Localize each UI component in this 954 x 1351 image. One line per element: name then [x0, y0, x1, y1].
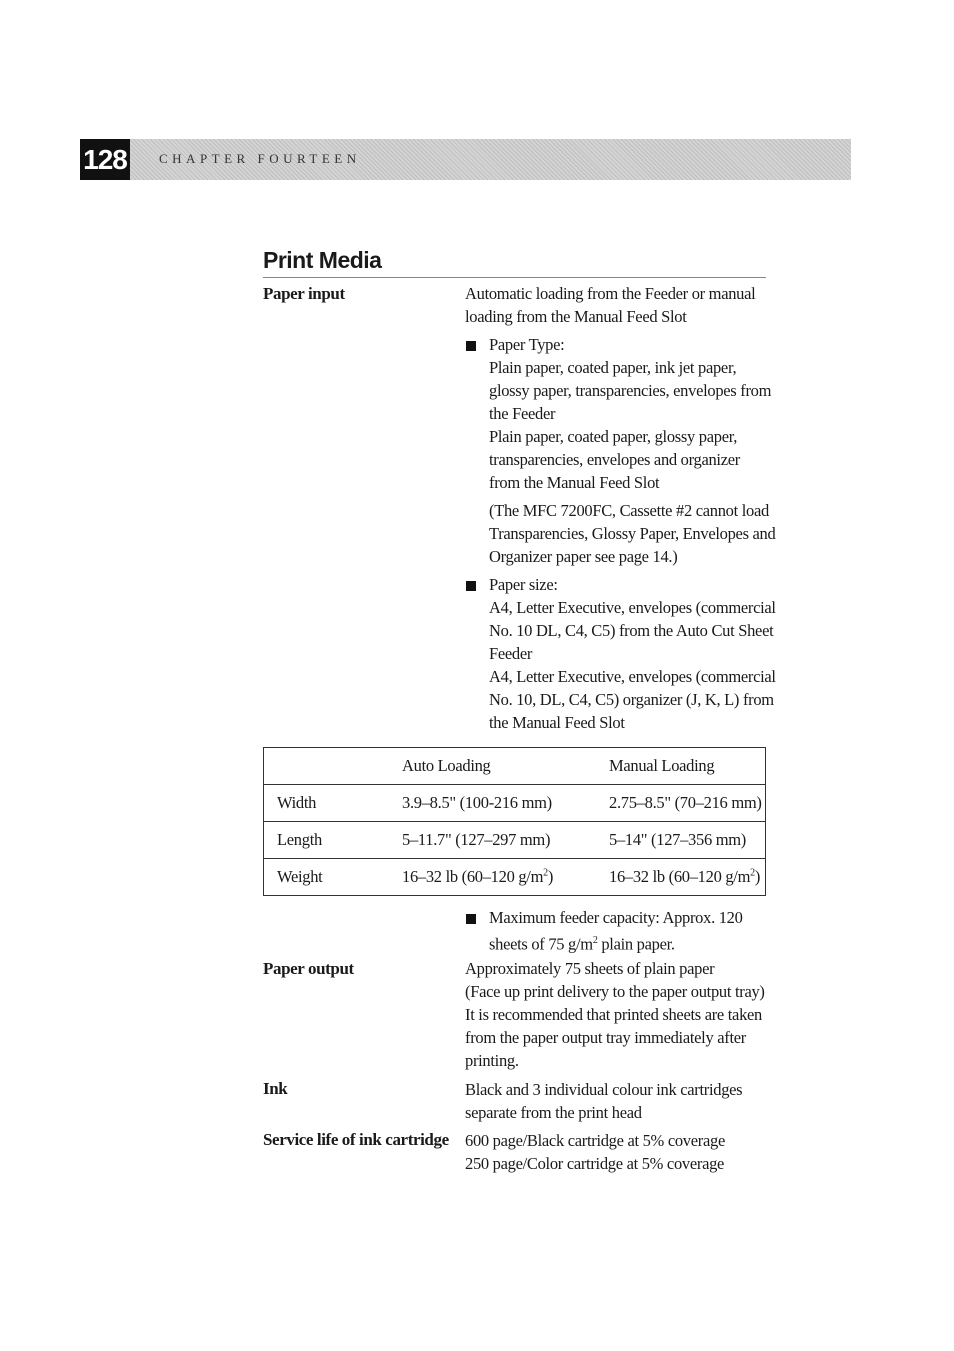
weight-manual-value: 16–32 lb (60–120 g/m [609, 867, 751, 886]
text-line: glossy paper, transparencies, envelopes from [489, 381, 772, 400]
table-cell: 3.9–8.5" (100-216 mm) [402, 785, 609, 822]
text-line: printing. [465, 1051, 519, 1070]
table-header-row [264, 748, 766, 785]
closing-paren: ) [754, 867, 761, 886]
closing-paren: ) [547, 867, 554, 886]
table-header-cell: Auto Loading [402, 756, 491, 775]
text-line: separate from the print head [465, 1103, 642, 1122]
chapter-title: CHAPTER FOURTEEN [159, 151, 361, 166]
page-number: 128 [80, 139, 130, 180]
paper-type-block [489, 333, 771, 494]
text-line: Automatic loading from the Feeder or manual [465, 284, 756, 303]
text-line: It is recommended that printed sheets are taken [465, 1005, 762, 1024]
text-line: A4, Letter Executive, envelopes (commercial [489, 667, 776, 686]
text-line: A4, Letter Executive, envelopes (commercial [489, 598, 776, 617]
text-line: Black and 3 individual colour ink cartridges [465, 1080, 743, 1099]
text-line: 250 page/Color cartridge at 5% coverage [465, 1154, 725, 1173]
table-row [264, 859, 766, 896]
paper-type-note [489, 499, 775, 568]
weight-auto-value: 16–32 lb (60–120 g/m [402, 867, 544, 886]
text-line: Plain paper, coated paper, glossy paper, [489, 427, 738, 446]
paper-size-block [489, 573, 776, 734]
paper-input-intro [465, 282, 755, 328]
paper-size-table [263, 747, 766, 896]
text-line: Organizer paper see page 14.) [489, 547, 678, 566]
bullet-square-icon [466, 581, 476, 591]
text-line: transparencies, envelopes and organizer [489, 450, 740, 469]
service-life-text [465, 1129, 725, 1175]
table-cell: 2.75–8.5" (70–216 mm) [609, 785, 766, 822]
text-line: No. 10 DL, C4, C5) from the Auto Cut Sheet [489, 621, 774, 640]
text-fragment: sheets of 75 g/m [489, 934, 593, 954]
table-cell [609, 859, 766, 896]
table-header-cell [264, 748, 403, 785]
title-rule [263, 277, 766, 278]
table-header-cell: Manual Loading [609, 756, 715, 775]
table-cell: Weight [264, 859, 403, 896]
text-line: 600 page/Black cartridge at 5% coverage [465, 1131, 725, 1150]
table-cell: 5–14" (127–356 mm) [609, 822, 766, 859]
table-row [264, 822, 766, 859]
paper-input-label: Paper input [263, 284, 345, 303]
text-line [489, 929, 743, 956]
paper-size-heading: Paper size: [489, 575, 558, 594]
paper-output-label: Paper output [263, 959, 354, 978]
table-cell [402, 859, 609, 896]
ink-text [465, 1078, 742, 1124]
text-line: (Face up print delivery to the paper output tray) [465, 982, 765, 1001]
table-cell: Length [264, 822, 403, 859]
ink-label: Ink [263, 1079, 288, 1098]
text-line: No. 10, DL, C4, C5) organizer (J, K, L) from [489, 690, 774, 709]
section-title: Print Media [263, 247, 382, 273]
capacity-block [489, 906, 743, 956]
service-life-label: Service life of ink cartridge [263, 1130, 449, 1149]
table-cell: 5–11.7" (127–297 mm) [402, 822, 609, 859]
paper-type-heading: Paper Type: [489, 335, 565, 354]
text-fragment: plain paper. [597, 934, 675, 954]
superscript: 2 [592, 935, 598, 946]
text-line: from the Manual Feed Slot [489, 473, 660, 492]
text-line: the Feeder [489, 404, 556, 423]
superscript: 2 [543, 867, 548, 879]
table-row [264, 785, 766, 822]
text-line: Feeder [489, 644, 533, 663]
text-line: from the paper output tray immediately after [465, 1028, 746, 1047]
superscript: 2 [750, 867, 755, 879]
bullet-square-icon [466, 914, 476, 924]
text-line: Maximum feeder capacity: Approx. 120 [489, 908, 743, 927]
text-line: Transparencies, Glossy Paper, Envelopes and [489, 524, 776, 543]
text-line: the Manual Feed Slot [489, 713, 625, 732]
text-line: Plain paper, coated paper, ink jet paper, [489, 358, 737, 377]
bullet-square-icon [466, 341, 476, 351]
text-line: loading from the Manual Feed Slot [465, 307, 687, 326]
table-cell: Width [264, 785, 403, 822]
text-line: (The MFC 7200FC, Cassette #2 cannot load [489, 501, 769, 520]
text-line: Approximately 75 sheets of plain paper [465, 959, 715, 978]
paper-output-text [465, 957, 765, 1072]
